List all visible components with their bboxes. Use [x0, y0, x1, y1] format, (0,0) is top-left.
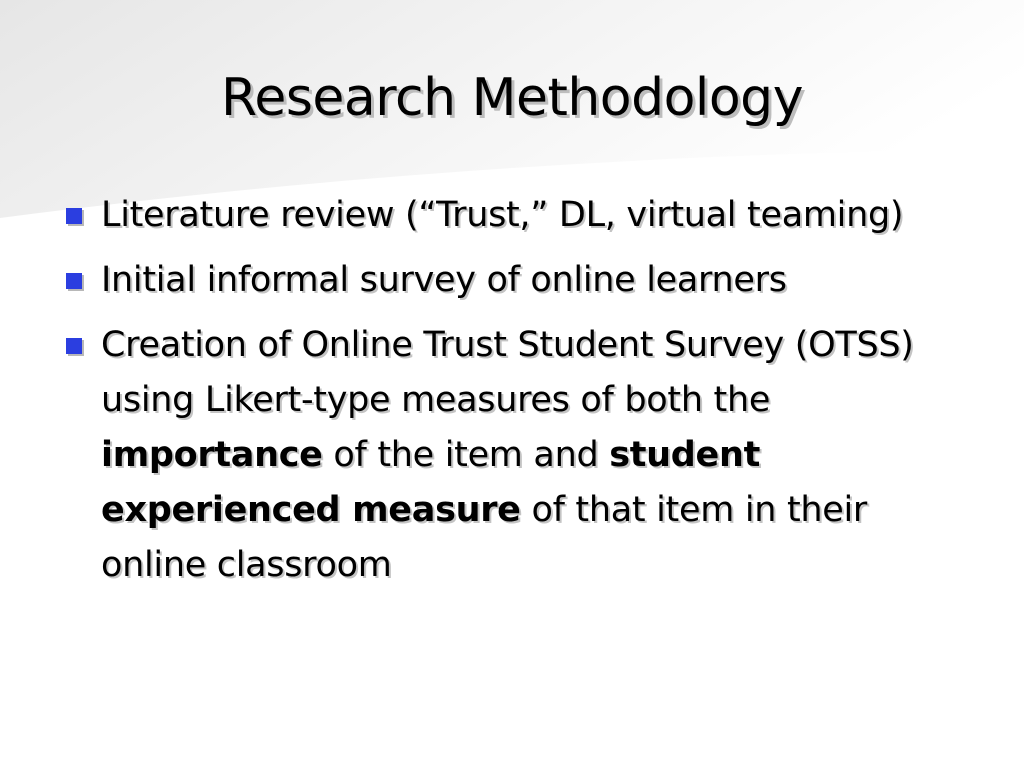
bullet-text-part: of the item and	[322, 435, 610, 475]
bullet-emphasis-importance: importance	[101, 435, 323, 475]
bullet-item-literature-review	[101, 188, 981, 243]
bullet-item-otss-creation	[101, 318, 981, 593]
square-bullet-icon	[66, 208, 82, 224]
square-bullet-icon	[66, 273, 82, 289]
bullet-text-part: of that item in their online classroom	[101, 490, 867, 585]
bullet-text-part: Creation of Online Trust Student Survey (OTSS) using Likert-type measures of both the	[101, 325, 914, 420]
bullet-item-informal-survey	[101, 253, 981, 308]
slide-title: Research Methodology	[221, 68, 803, 128]
bullet-emphasis-student-measure: student experienced measure	[101, 435, 761, 530]
bullet-text: Initial informal survey of online learners	[101, 260, 787, 300]
bullet-text: Literature review (“Trust,” DL, virtual teaming)	[101, 195, 904, 235]
square-bullet-icon	[66, 338, 82, 354]
bullet-list	[101, 188, 981, 603]
